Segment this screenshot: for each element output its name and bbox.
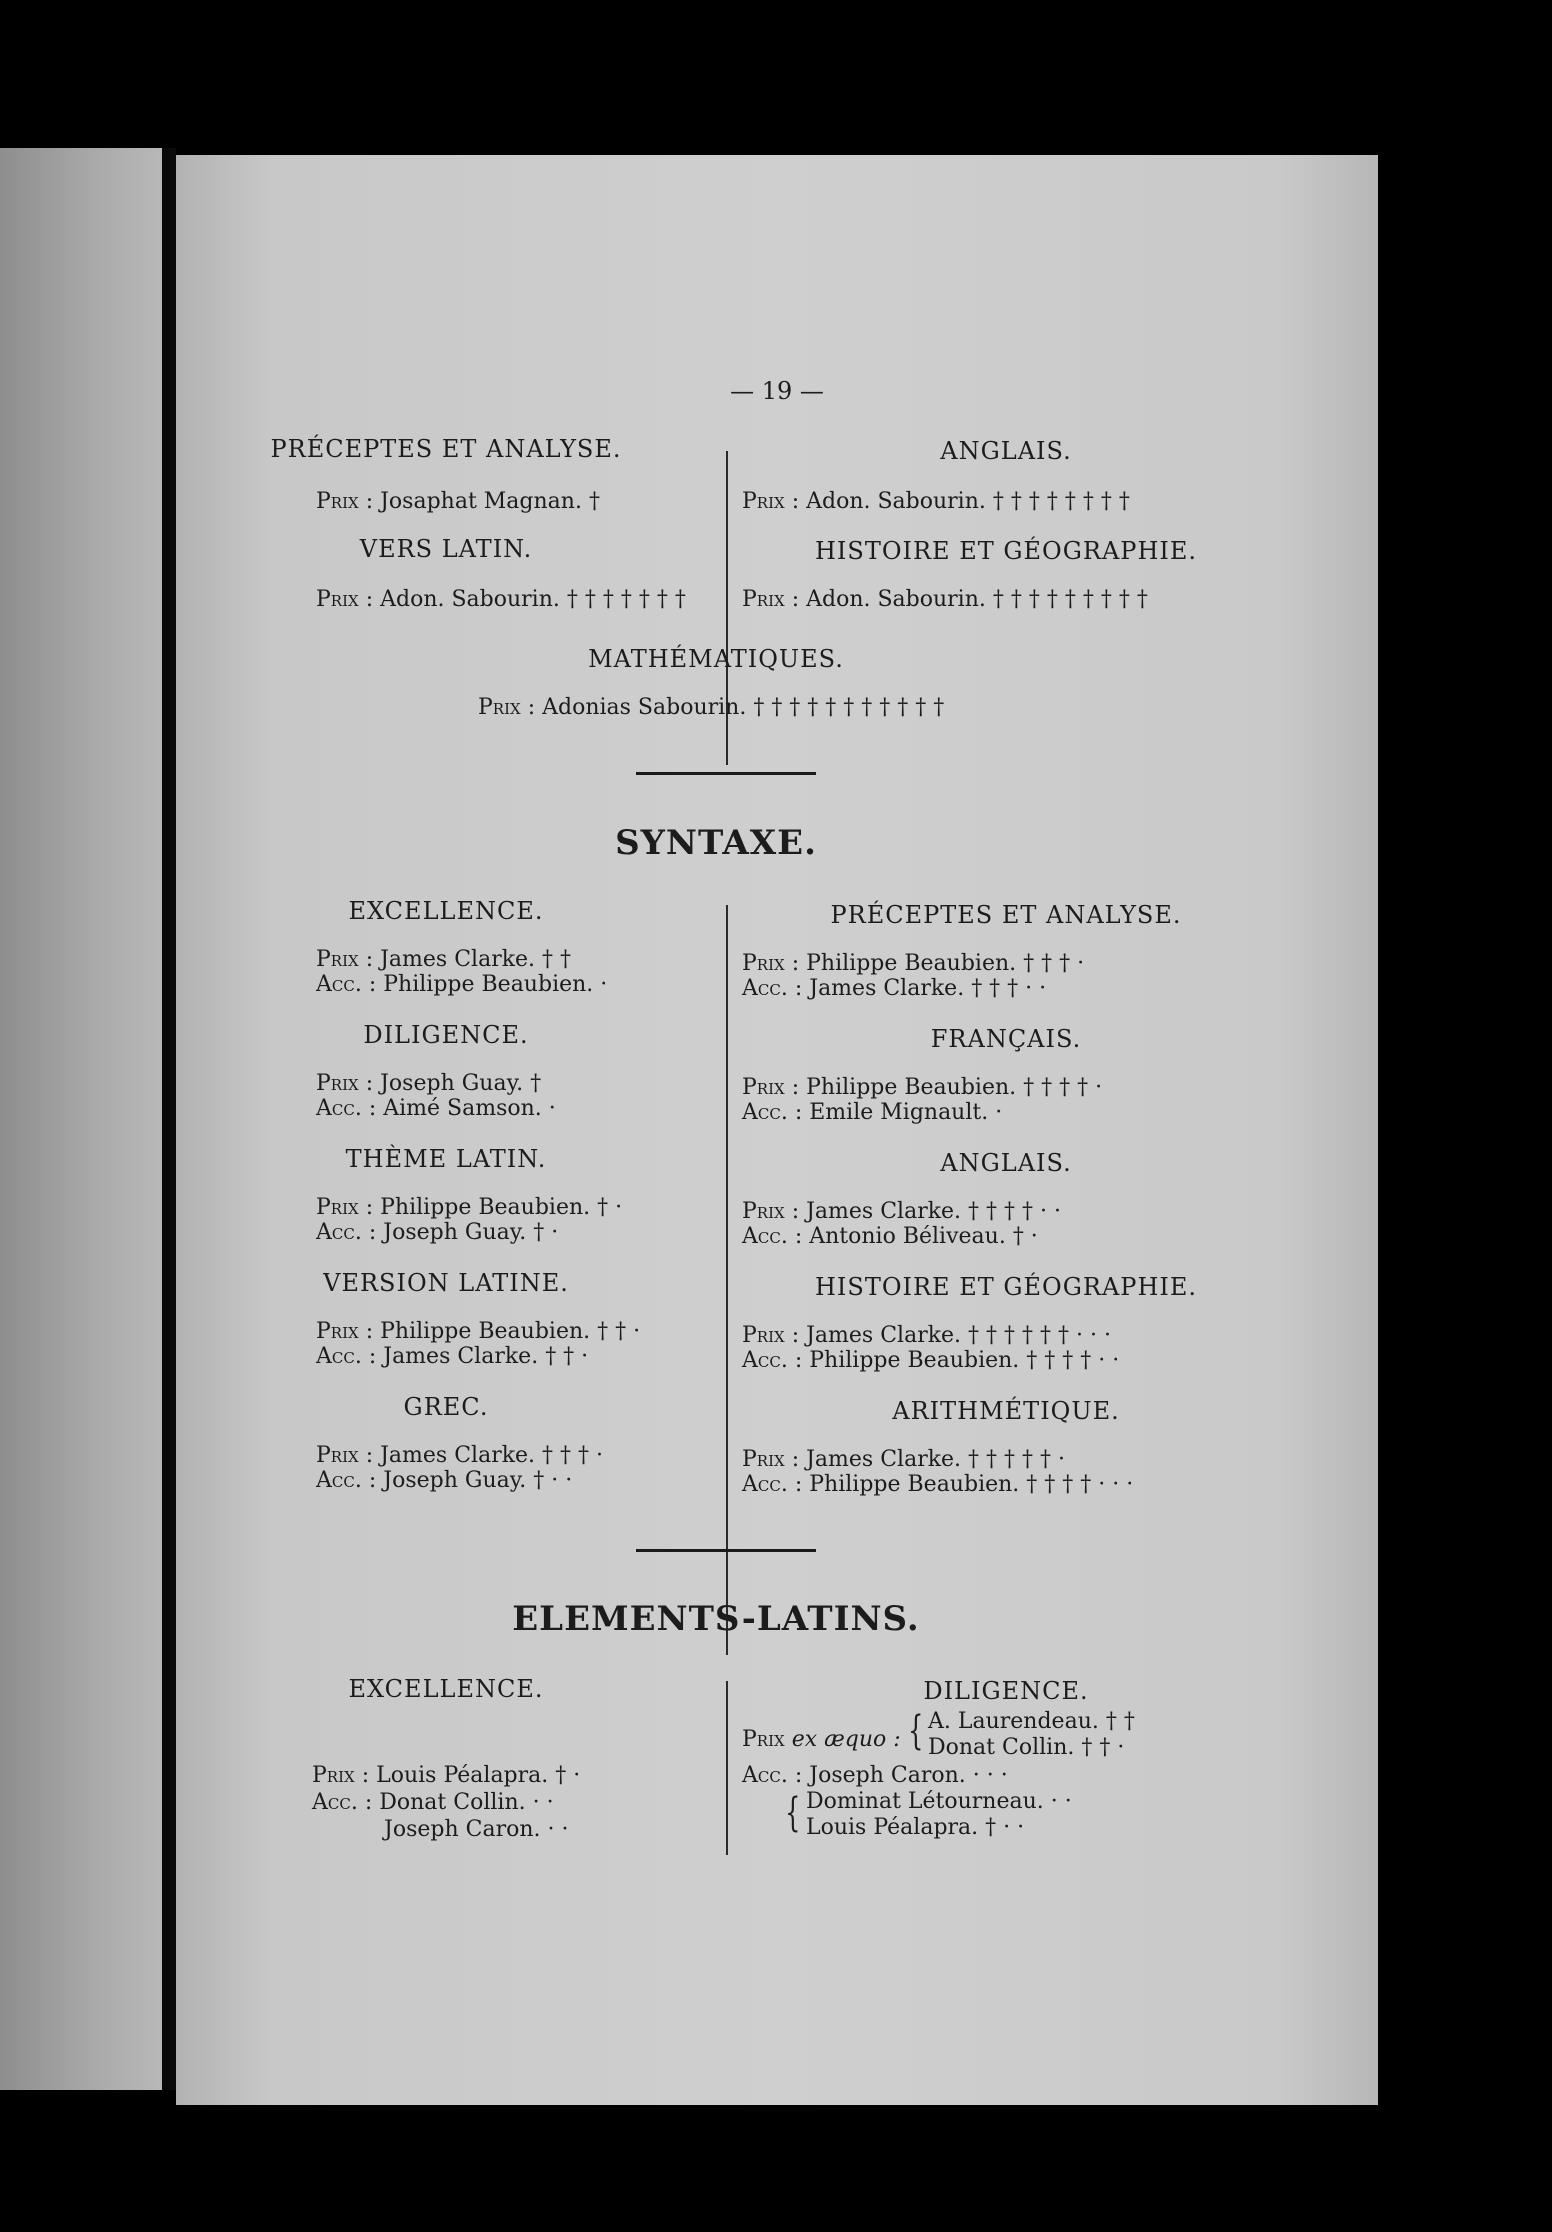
acc-line: Joseph Caron. · · [384,1817,569,1842]
section-title-syntaxe: SYNTAXE. [615,823,817,863]
section-separator [636,772,816,775]
prix-line: Prix : Philippe Beaubien. † † † † · [742,1075,1103,1100]
acc-line: Acc. : Donat Collin. · · [312,1790,554,1815]
acc-line: Acc. : Aimé Samson. · [316,1096,556,1121]
acc-line: Acc. : James Clarke. † † † · · [742,976,1047,1001]
prix-line: Prix : Joseph Guay. † [316,1071,542,1096]
prix-line: Prix : James Clarke. † † [316,947,572,972]
document-page [176,155,1378,2105]
facing-page [0,148,162,2090]
entry-line: Prix : Adon. Sabourin. † † † † † † † † † [742,587,1148,612]
acc-line: Acc. : Philippe Beaubien. † † † † · · · [742,1472,1134,1497]
heading-vers-latin: VERS LATIN. [359,535,533,563]
acc-line: Acc. : Joseph Guay. † · · [316,1468,573,1493]
entry-line: Prix : Josaphat Magnan. † [316,489,600,514]
entry-line: Prix : Adonias Sabourin. † † † † † † † † † † † [478,695,945,720]
prix-line: Prix : James Clarke. † † † † † † · · · [742,1323,1111,1348]
heading-preceptes-analyse: PRÉCEPTES ET ANALYSE. [830,901,1182,929]
heading-excellence-el: EXCELLENCE. [348,1675,544,1703]
acc-line: Dominat Létourneau. · · [806,1789,1072,1814]
heading-excellence: EXCELLENCE. [348,897,544,925]
prix-line: Donat Collin. † † · [928,1735,1125,1760]
acc-line: Acc. : Joseph Guay. † · [316,1220,559,1245]
acc-line: Louis Péalapra. † · · [806,1815,1025,1840]
heading-mathematiques: MATHÉMATIQUES. [588,645,844,673]
heading-theme-latin: THÈME LATIN. [345,1145,547,1173]
acc-line: Acc. : James Clarke. † † · [316,1344,589,1369]
heading-anglais-syntaxe: ANGLAIS. [940,1149,1072,1177]
brace-glyph: { [785,1790,801,1836]
entry-line: Prix : Adon. Sabourin. † † † † † † † † [742,489,1130,514]
prix-line: Prix : Philippe Beaubien. † † · [316,1319,641,1344]
heading-francais: FRANÇAIS. [930,1025,1082,1053]
book-gutter [162,148,176,2090]
acc-line: Acc. : Joseph Caron. · · · [742,1763,1008,1788]
section-separator [636,1549,816,1552]
brace-glyph: { [908,1708,924,1754]
acc-line: Acc. : Philippe Beaubien. · [316,972,608,997]
prix-ex-aequo-line: Prix ex æquo : [742,1727,901,1752]
acc-line: Acc. : Emile Mignault. · [742,1100,1003,1125]
heading-preceptes: PRÉCEPTES ET ANALYSE. [270,435,622,463]
heading-anglais: ANGLAIS. [940,437,1072,465]
prix-line: Prix : James Clarke. † † † † · · [742,1199,1061,1224]
prix-line: Prix : James Clarke. † † † · [316,1443,604,1468]
column-divider [726,905,728,1655]
prix-line: A. Laurendeau. † † [928,1709,1135,1734]
prix-line: Prix : Philippe Beaubien. † · [316,1195,623,1220]
prix-line: Prix : Philippe Beaubien. † † † · [742,951,1085,976]
heading-arithmetique: ARITHMÉTIQUE. [892,1397,1120,1425]
acc-line: Acc. : Antonio Béliveau. † · [742,1224,1038,1249]
page-number: — 19 — [730,377,824,405]
heading-diligence-el: DILIGENCE. [923,1677,1089,1705]
heading-diligence: DILIGENCE. [363,1021,529,1049]
heading-histoire-geographie: HISTOIRE ET GÉOGRAPHIE. [814,1273,1198,1301]
acc-line: Acc. : Philippe Beaubien. † † † † · · [742,1348,1120,1373]
heading-version-latine: VERSION LATINE. [323,1269,569,1297]
prix-line: Prix : James Clarke. † † † † † · [742,1447,1066,1472]
heading-histoire: HISTOIRE ET GÉOGRAPHIE. [814,537,1198,565]
prix-line: Prix : Louis Péalapra. † · [312,1763,581,1788]
entry-line: Prix : Adon. Sabourin. † † † † † † † [316,587,686,612]
heading-grec: GREC. [403,1393,489,1421]
column-divider [726,1681,728,1855]
section-title-elements-latins: ELEMENTS-LATINS. [512,1599,920,1639]
